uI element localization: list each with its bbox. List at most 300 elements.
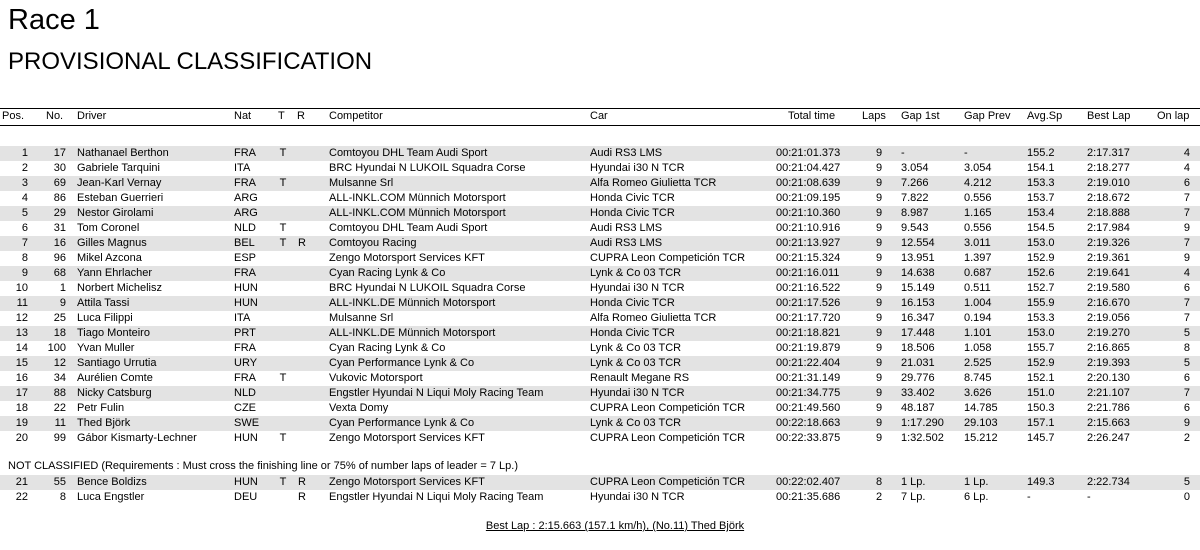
cell-nat: NLD [234, 387, 257, 399]
cell-total-time: 00:21:17.526 [776, 297, 841, 309]
cell-laps: 9 [875, 177, 883, 189]
cell-gap-prev: 3.626 [964, 387, 992, 399]
cell-laps: 9 [875, 327, 883, 339]
cell-laps: 9 [875, 207, 883, 219]
cell-avg-speed: 155.2 [1027, 147, 1055, 159]
cell-best-lap: 2:19.580 [1087, 282, 1130, 294]
cell-competitor: Zengo Motorsport Services KFT [329, 432, 485, 444]
cell-gap-1st: 7.822 [901, 192, 929, 204]
cell-on-lap: 6 [1183, 402, 1190, 414]
cell-laps: 9 [875, 237, 883, 249]
cell-no: 18 [53, 327, 66, 339]
cell-total-time: 00:21:13.927 [776, 237, 841, 249]
cell-t: T [279, 147, 287, 159]
table-row [0, 146, 1200, 161]
cell-best-lap: 2:19.056 [1087, 312, 1130, 324]
cell-car: Renault Megane RS [590, 372, 690, 384]
cell-avg-speed: 151.0 [1027, 387, 1055, 399]
cell-nat: HUN [234, 282, 258, 294]
cell-car: CUPRA Leon Competición TCR [590, 252, 746, 264]
cell-no: 55 [53, 476, 66, 488]
cell-competitor: Zengo Motorsport Services KFT [329, 252, 485, 264]
cell-gap-1st: 7.266 [901, 177, 929, 189]
cell-car: Lynk & Co 03 TCR [590, 342, 682, 354]
table-row [0, 386, 1200, 401]
cell-laps: 9 [875, 342, 883, 354]
cell-pos: 18 [15, 402, 28, 414]
cell-nat: PRT [234, 327, 256, 339]
cell-car: Audi RS3 LMS [590, 222, 663, 234]
cell-laps: 2 [875, 491, 883, 503]
cell-pos: 20 [15, 432, 28, 444]
table-row [0, 206, 1200, 221]
cell-driver: Yann Ehrlacher [77, 267, 153, 279]
cell-no: 34 [53, 372, 66, 384]
cell-laps: 9 [875, 357, 883, 369]
cell-gap-1st: 33.402 [901, 387, 935, 399]
cell-total-time: 00:21:04.427 [776, 162, 841, 174]
cell-total-time: 00:21:19.879 [776, 342, 841, 354]
cell-avg-speed: 152.7 [1027, 282, 1055, 294]
cell-competitor: Vexta Domy [329, 402, 389, 414]
cell-laps: 9 [875, 282, 883, 294]
cell-competitor: ALL-INKL.DE Münnich Motorsport [329, 297, 496, 309]
table-row [0, 356, 1200, 371]
cell-avg-speed: - [1027, 491, 1031, 503]
cell-car: Lynk & Co 03 TCR [590, 267, 682, 279]
header-on-lap: On lap [1157, 110, 1190, 122]
cell-total-time: 00:21:01.373 [776, 147, 841, 159]
cell-laps: 9 [875, 192, 883, 204]
table-row [0, 176, 1200, 191]
cell-laps: 9 [875, 432, 883, 444]
cell-gap-prev: 1.397 [964, 252, 992, 264]
cell-no: 22 [53, 402, 66, 414]
cell-pos: 7 [21, 237, 28, 249]
header-nat: Nat [234, 110, 252, 122]
cell-competitor: Comtoyou Racing [329, 237, 417, 249]
cell-gap-prev: 1.165 [964, 207, 992, 219]
cell-car: Lynk & Co 03 TCR [590, 417, 682, 429]
cell-total-time: 00:21:10.360 [776, 207, 841, 219]
cell-car: Audi RS3 LMS [590, 147, 663, 159]
cell-pos: 19 [15, 417, 28, 429]
cell-pos: 11 [16, 297, 28, 309]
cell-driver: Luca Engstler [77, 491, 145, 503]
cell-no: 8 [59, 491, 66, 503]
cell-no: 31 [53, 222, 66, 234]
cell-on-lap: 4 [1183, 267, 1190, 279]
header-gap-1st: Gap 1st [901, 110, 940, 122]
cell-total-time: 00:22:02.407 [776, 476, 841, 488]
header-t: T [278, 110, 285, 122]
cell-avg-speed: 152.6 [1027, 267, 1055, 279]
cell-nat: ITA [234, 312, 251, 324]
table-row [0, 161, 1200, 176]
cell-pos: 14 [15, 342, 28, 354]
cell-gap-prev: 0.556 [964, 222, 992, 234]
cell-total-time: 00:22:33.875 [776, 432, 841, 444]
cell-pos: 2 [21, 162, 28, 174]
cell-gap-1st: 48.187 [901, 402, 935, 414]
cell-gap-prev: 0.194 [964, 312, 992, 324]
cell-gap-1st: 16.153 [901, 297, 935, 309]
cell-gap-prev: 6 Lp. [964, 491, 989, 503]
cell-gap-prev: 29.103 [964, 417, 998, 429]
cell-best-lap: 2:18.888 [1087, 207, 1130, 219]
cell-car: Audi RS3 LMS [590, 237, 663, 249]
cell-gap-1st: 15.149 [901, 282, 935, 294]
cell-best-lap: 2:22.734 [1087, 476, 1130, 488]
cell-pos: 1 [21, 147, 28, 159]
cell-driver: Gilles Magnus [77, 237, 147, 249]
cell-competitor: Cyan Performance Lynk & Co [329, 357, 475, 369]
cell-on-lap: 7 [1183, 297, 1190, 309]
cell-laps: 9 [875, 312, 883, 324]
cell-no: 25 [53, 312, 66, 324]
cell-on-lap: 7 [1183, 192, 1190, 204]
cell-on-lap: 9 [1183, 252, 1190, 264]
cell-driver: Luca Filippi [77, 312, 133, 324]
cell-on-lap: 6 [1183, 177, 1190, 189]
cell-driver: Yvan Muller [77, 342, 135, 354]
cell-car: Honda Civic TCR [590, 192, 675, 204]
cell-avg-speed: 153.3 [1027, 312, 1055, 324]
cell-avg-speed: 149.3 [1027, 476, 1055, 488]
table-row [0, 371, 1200, 386]
cell-driver: Jean-Karl Vernay [77, 177, 162, 189]
cell-best-lap: 2:15.663 [1087, 417, 1130, 429]
cell-nat: BEL [234, 237, 255, 249]
cell-competitor: ALL-INKL.COM Münnich Motorsport [329, 207, 506, 219]
cell-no: 1 [59, 282, 66, 294]
cell-total-time: 00:21:08.639 [776, 177, 841, 189]
cell-driver: Santiago Urrutia [77, 357, 157, 369]
cell-total-time: 00:21:16.011 [776, 267, 840, 279]
cell-avg-speed: 153.0 [1027, 237, 1055, 249]
cell-avg-speed: 157.1 [1027, 417, 1055, 429]
cell-nat: ARG [234, 207, 258, 219]
cell-gap-prev: 0.556 [964, 192, 992, 204]
cell-avg-speed: 155.7 [1027, 342, 1055, 354]
cell-on-lap: 4 [1183, 162, 1190, 174]
table-header [0, 109, 1200, 124]
cell-gap-prev: 14.785 [964, 402, 998, 414]
cell-car: Alfa Romeo Giulietta TCR [590, 312, 717, 324]
cell-best-lap: 2:18.277 [1087, 162, 1130, 174]
cell-gap-prev: 2.525 [964, 357, 992, 369]
cell-pos: 22 [15, 491, 28, 503]
cell-total-time: 00:21:16.522 [776, 282, 841, 294]
cell-on-lap: 5 [1183, 327, 1190, 339]
cell-best-lap: 2:19.010 [1087, 177, 1130, 189]
cell-t: T [279, 237, 287, 249]
cell-pos: 10 [15, 282, 28, 294]
cell-competitor: Zengo Motorsport Services KFT [329, 476, 485, 488]
cell-no: 99 [53, 432, 66, 444]
cell-nat: DEU [234, 491, 258, 503]
cell-on-lap: 8 [1183, 342, 1190, 354]
cell-no: 68 [53, 267, 66, 279]
cell-total-time: 00:21:10.916 [776, 222, 841, 234]
cell-car: Honda Civic TCR [590, 207, 675, 219]
cell-t: T [279, 222, 287, 234]
cell-no: 29 [53, 207, 66, 219]
cell-pos: 21 [15, 476, 28, 488]
cell-pos: 13 [15, 327, 28, 339]
cell-driver: Esteban Guerrieri [77, 192, 164, 204]
header-gap-prev: Gap Prev [964, 110, 1011, 122]
cell-best-lap: 2:19.270 [1087, 327, 1130, 339]
table-row [0, 296, 1200, 311]
cell-no: 69 [53, 177, 66, 189]
cell-best-lap: 2:19.393 [1087, 357, 1130, 369]
cell-laps: 9 [875, 372, 883, 384]
cell-laps: 9 [875, 387, 883, 399]
cell-on-lap: 2 [1183, 432, 1190, 444]
header-no: No. [46, 110, 64, 122]
table-row [0, 236, 1200, 251]
cell-gap-1st: 3.054 [901, 162, 929, 174]
cell-competitor: Cyan Racing Lynk & Co [329, 267, 446, 279]
cell-pos: 16 [15, 372, 28, 384]
cell-gap-1st: 21.031 [901, 357, 935, 369]
cell-avg-speed: 155.9 [1027, 297, 1055, 309]
table-row [0, 251, 1200, 266]
cell-no: 16 [53, 237, 66, 249]
cell-total-time: 00:21:35.686 [776, 491, 841, 503]
cell-avg-speed: 150.3 [1027, 402, 1055, 414]
cell-gap-prev: - [964, 147, 968, 159]
table-row [0, 401, 1200, 416]
cell-best-lap: 2:19.361 [1087, 252, 1130, 264]
cell-pos: 3 [21, 177, 28, 189]
cell-gap-prev: 1 Lp. [964, 476, 989, 488]
cell-nat: FRA [234, 267, 256, 279]
not-classified-label: NOT CLASSIFIED (Requirements : Must cross the finishing line or 75% of number laps of leader = 7 Lp.) [8, 460, 518, 472]
cell-car: Alfa Romeo Giulietta TCR [590, 177, 717, 189]
cell-best-lap: 2:19.641 [1087, 267, 1130, 279]
cell-t: T [279, 177, 287, 189]
cell-gap-1st: - [901, 147, 905, 159]
cell-t: T [279, 432, 287, 444]
cell-total-time: 00:21:18.821 [776, 327, 841, 339]
cell-gap-1st: 16.347 [901, 312, 935, 324]
cell-driver: Tiago Monteiro [77, 327, 150, 339]
cell-laps: 9 [875, 162, 883, 174]
cell-gap-prev: 8.745 [964, 372, 992, 384]
cell-gap-1st: 18.506 [901, 342, 935, 354]
cell-gap-1st: 14.638 [901, 267, 935, 279]
table-row [0, 475, 1200, 490]
cell-competitor: Vukovic Motorsport [329, 372, 423, 384]
cell-competitor: Comtoyou DHL Team Audi Sport [329, 222, 488, 234]
cell-best-lap: 2:16.670 [1087, 297, 1130, 309]
cell-gap-prev: 1.101 [964, 327, 992, 339]
cell-competitor: ALL-INKL.DE Münnich Motorsport [329, 327, 496, 339]
cell-gap-1st: 17.448 [901, 327, 935, 339]
cell-no: 96 [53, 252, 66, 264]
page-title: Race 1 [8, 4, 100, 36]
cell-total-time: 00:21:15.324 [776, 252, 841, 264]
table-row [0, 311, 1200, 326]
cell-competitor: BRC Hyundai N LUKOIL Squadra Corse [329, 282, 526, 294]
cell-pos: 12 [15, 312, 28, 324]
cell-on-lap: 7 [1183, 312, 1190, 324]
cell-nat: ESP [234, 252, 257, 264]
table-row [0, 416, 1200, 431]
cell-gap-prev: 15.212 [964, 432, 998, 444]
cell-on-lap: 7 [1183, 207, 1190, 219]
cell-on-lap: 5 [1183, 357, 1190, 369]
cell-on-lap: 9 [1183, 222, 1190, 234]
table-row [0, 191, 1200, 206]
header-competitor: Competitor [329, 110, 383, 122]
cell-best-lap: 2:17.984 [1087, 222, 1130, 234]
cell-pos: 9 [21, 267, 28, 279]
cell-nat: HUN [234, 476, 258, 488]
cell-gap-prev: 0.687 [964, 267, 992, 279]
cell-car: CUPRA Leon Competición TCR [590, 476, 746, 488]
cell-r: R [298, 491, 306, 503]
header-pos: Pos. [2, 110, 25, 122]
cell-gap-prev: 1.004 [964, 297, 992, 309]
cell-no: 88 [53, 387, 66, 399]
cell-r: R [298, 237, 306, 249]
cell-laps: 9 [875, 267, 883, 279]
cell-laps: 8 [875, 476, 883, 488]
cell-driver: Nathanael Berthon [77, 147, 169, 159]
cell-competitor: Engstler Hyundai N Liqui Moly Racing Team [329, 491, 544, 503]
cell-driver: Bence Boldizs [77, 476, 147, 488]
cell-laps: 9 [875, 222, 883, 234]
cell-car: Honda Civic TCR [590, 297, 675, 309]
cell-no: 9 [59, 297, 66, 309]
cell-no: 12 [53, 357, 66, 369]
cell-gap-1st: 29.776 [901, 372, 935, 384]
cell-nat: HUN [234, 432, 258, 444]
cell-car: Lynk & Co 03 TCR [590, 357, 682, 369]
cell-gap-1st: 8.987 [901, 207, 929, 219]
cell-laps: 9 [875, 417, 883, 429]
cell-avg-speed: 152.9 [1027, 252, 1055, 264]
cell-no: 11 [54, 417, 66, 429]
cell-laps: 9 [875, 402, 883, 414]
table-row [0, 266, 1200, 281]
cell-driver: Aurélien Comte [77, 372, 153, 384]
cell-nat: ARG [234, 192, 258, 204]
cell-nat: FRA [234, 372, 256, 384]
cell-laps: 9 [875, 147, 883, 159]
header-driver: Driver [77, 110, 107, 122]
cell-pos: 8 [21, 252, 28, 264]
cell-pos: 17 [15, 387, 28, 399]
cell-driver: Gábor Kismarty-Lechner [77, 432, 197, 444]
cell-car: CUPRA Leon Competición TCR [590, 402, 746, 414]
table-row [0, 281, 1200, 296]
cell-driver: Petr Fulin [77, 402, 125, 414]
cell-no: 100 [47, 342, 66, 354]
cell-laps: 9 [875, 252, 883, 264]
cell-gap-prev: 0.511 [964, 282, 991, 294]
cell-gap-1st: 13.951 [901, 252, 935, 264]
cell-competitor: Engstler Hyundai N Liqui Moly Racing Team [329, 387, 544, 399]
cell-gap-prev: 3.054 [964, 162, 992, 174]
cell-r: R [298, 476, 306, 488]
cell-nat: FRA [234, 177, 256, 189]
cell-competitor: BRC Hyundai N LUKOIL Squadra Corse [329, 162, 526, 174]
cell-driver: Nicky Catsburg [77, 387, 152, 399]
cell-on-lap: 6 [1183, 372, 1190, 384]
cell-nat: CZE [234, 402, 256, 414]
cell-competitor: Comtoyou DHL Team Audi Sport [329, 147, 488, 159]
cell-car: CUPRA Leon Competición TCR [590, 432, 746, 444]
cell-driver: Mikel Azcona [77, 252, 142, 264]
cell-competitor: Cyan Racing Lynk & Co [329, 342, 446, 354]
header-avg-speed: Avg.Sp [1027, 110, 1063, 122]
cell-car: Hyundai i30 N TCR [590, 387, 685, 399]
cell-no: 17 [53, 147, 66, 159]
cell-on-lap: 6 [1183, 282, 1190, 294]
cell-best-lap: - [1087, 491, 1091, 503]
cell-no: 86 [53, 192, 66, 204]
cell-best-lap: 2:18.672 [1087, 192, 1130, 204]
cell-on-lap: 4 [1183, 147, 1190, 159]
header-car: Car [590, 110, 608, 122]
table-row [0, 341, 1200, 356]
cell-total-time: 00:21:31.149 [776, 372, 841, 384]
cell-gap-prev: 3.011 [964, 237, 991, 249]
cell-avg-speed: 152.1 [1027, 372, 1055, 384]
cell-best-lap: 2:26.247 [1087, 432, 1130, 444]
cell-gap-1st: 1:17.290 [901, 417, 944, 429]
cell-on-lap: 7 [1183, 387, 1190, 399]
cell-gap-1st: 9.543 [901, 222, 929, 234]
cell-driver: Gabriele Tarquini [77, 162, 160, 174]
cell-gap-1st: 1:32.502 [901, 432, 944, 444]
cell-driver: Tom Coronel [77, 222, 140, 234]
cell-on-lap: 0 [1183, 491, 1190, 503]
header-bottom-rule [0, 125, 1200, 126]
cell-avg-speed: 153.0 [1027, 327, 1055, 339]
cell-t: T [279, 372, 287, 384]
cell-total-time: 00:22:18.663 [776, 417, 841, 429]
cell-car: Honda Civic TCR [590, 327, 675, 339]
cell-best-lap: 2:19.326 [1087, 237, 1130, 249]
cell-total-time: 00:21:22.404 [776, 357, 841, 369]
table-row [0, 431, 1200, 446]
cell-total-time: 00:21:17.720 [776, 312, 841, 324]
header-laps: Laps [862, 110, 886, 122]
cell-nat: ITA [234, 162, 251, 174]
cell-driver: Nestor Girolami [77, 207, 154, 219]
cell-gap-prev: 1.058 [964, 342, 992, 354]
cell-driver: Norbert Michelisz [77, 282, 162, 294]
cell-driver: Attila Tassi [77, 297, 130, 309]
cell-gap-1st: 12.554 [901, 237, 935, 249]
cell-car: Hyundai i30 N TCR [590, 162, 685, 174]
cell-car: Hyundai i30 N TCR [590, 491, 685, 503]
cell-avg-speed: 153.3 [1027, 177, 1055, 189]
cell-pos: 15 [15, 357, 28, 369]
best-lap-footer: Best Lap : 2:15.663 (157.1 km/h), (No.11) Thed Björk [485, 520, 745, 532]
cell-laps: 9 [875, 297, 883, 309]
cell-competitor: ALL-INKL.COM Münnich Motorsport [329, 192, 506, 204]
cell-avg-speed: 153.7 [1027, 192, 1055, 204]
table-row [0, 326, 1200, 341]
cell-total-time: 00:21:34.775 [776, 387, 841, 399]
cell-nat: FRA [234, 147, 256, 159]
